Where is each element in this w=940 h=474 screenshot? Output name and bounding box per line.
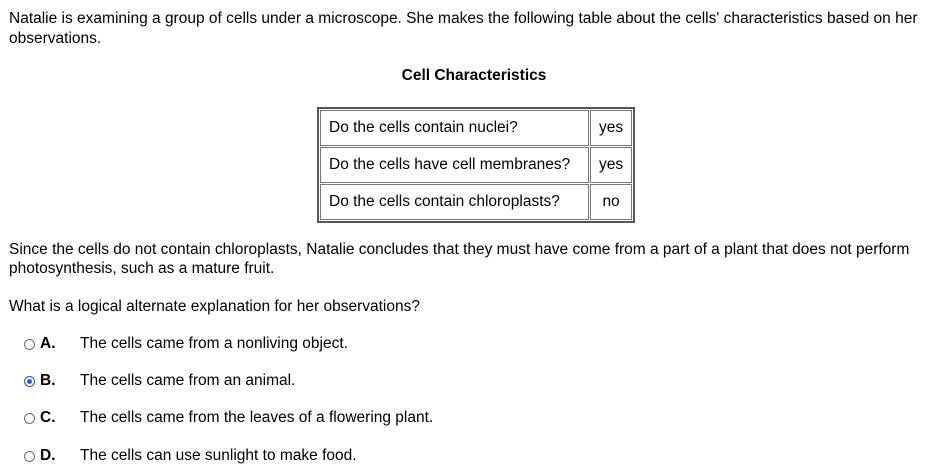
option-letter: A. — [40, 335, 56, 352]
radio-button-a[interactable] — [24, 339, 35, 350]
question-prompt: What is a logical alternate explanation for her observations? — [9, 298, 420, 315]
table-cell-answer: no — [590, 184, 632, 220]
table-row — [320, 184, 632, 220]
option-letter: B. — [40, 372, 56, 389]
option-letter: C. — [40, 409, 56, 426]
question-intro: Natalie is examining a group of cells under a microscope. She makes the following table about the cells' characteristics based on her observations. — [9, 10, 918, 47]
cell-characteristics-table — [317, 107, 635, 223]
answer-option-c[interactable] — [24, 408, 433, 428]
radio-button-b[interactable] — [24, 376, 35, 387]
conclusion-text: Since the cells do not contain chloroplasts, Natalie concludes that they must have come from a part of a plant that does not perform photosynthesis, such as a mature fruit. — [9, 241, 910, 277]
option-letter: D. — [40, 447, 56, 464]
table-cell-question: Do the cells contain nuclei? — [320, 110, 589, 146]
answer-option-a[interactable] — [24, 334, 348, 354]
option-text: The cells came from an animal. — [80, 372, 296, 389]
table-title: Cell Characteristics — [401, 67, 547, 84]
table-row — [320, 147, 632, 183]
answer-option-d[interactable] — [24, 446, 357, 466]
radio-button-d[interactable] — [24, 451, 35, 462]
table-cell-answer: yes — [590, 110, 632, 146]
option-text: The cells can use sunlight to make food. — [80, 447, 357, 464]
option-text: The cells came from the leaves of a flowering plant. — [80, 409, 434, 426]
option-text: The cells came from a nonliving object. — [80, 335, 348, 352]
radio-button-c[interactable] — [24, 413, 35, 424]
table-row — [320, 110, 632, 146]
table-cell-answer: yes — [590, 147, 632, 183]
table-cell-question: Do the cells have cell membranes? — [320, 147, 589, 183]
answer-option-b[interactable] — [24, 371, 295, 391]
table-cell-question: Do the cells contain chloroplasts? — [320, 184, 589, 220]
